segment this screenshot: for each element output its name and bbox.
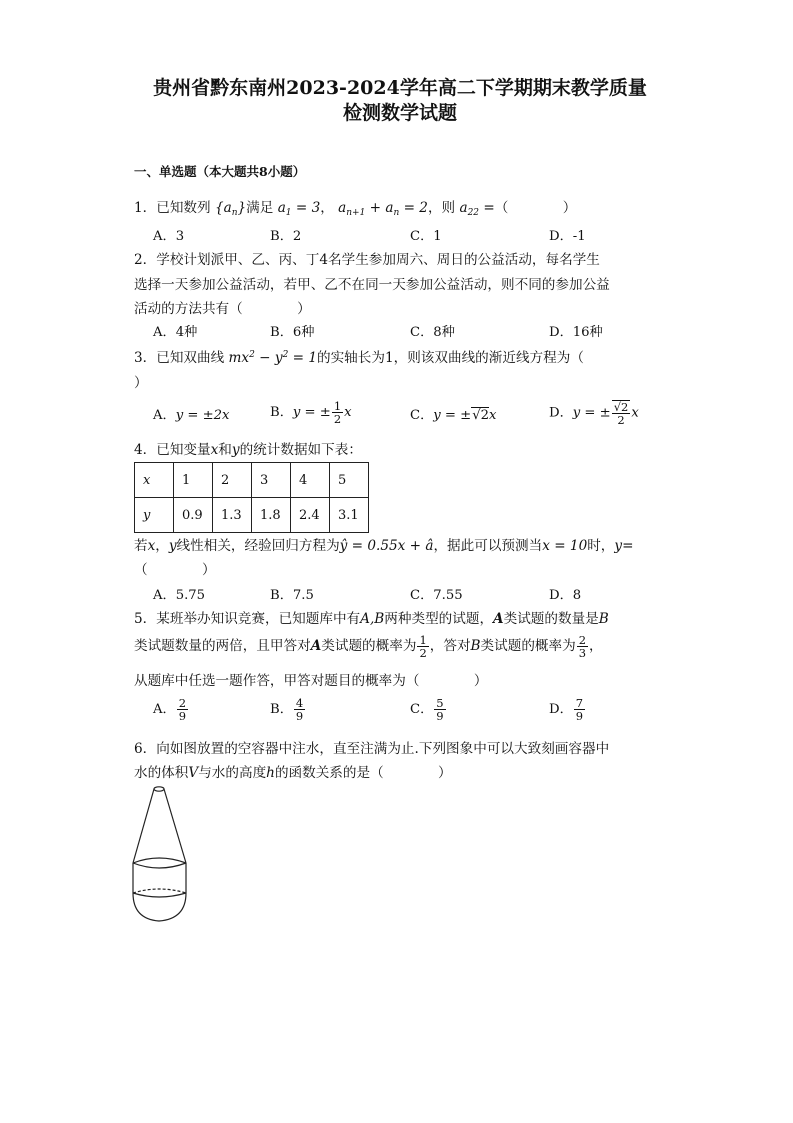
option-a[interactable]: A．5.75 bbox=[153, 588, 206, 603]
option-b[interactable]: B．7.5 bbox=[270, 588, 314, 603]
question-2: 2．学校计划派甲、乙、丙、丁4名学生参加周六、周日的公益活动，每名学生 bbox=[134, 252, 600, 268]
option-a[interactable]: A．y = ±2x bbox=[153, 408, 230, 423]
cone-tip-ellipse bbox=[154, 787, 164, 791]
question-5-line2: 类试题数量的两倍，且甲答对A类试题的概率为 $\frac{1}{2}$ ，答对B类试题的概率为 $\frac{2}{3}$ ， bbox=[134, 633, 603, 660]
option-d[interactable]: D．-1 bbox=[549, 229, 586, 244]
table-cell: 1.3 bbox=[213, 498, 252, 533]
table-cell: 4 bbox=[291, 463, 330, 498]
table-row bbox=[135, 463, 369, 498]
question-4-line2: （ ） bbox=[134, 562, 216, 578]
exam-title-line1: 贵州省黔东南州2023-2024学年高二下学期期末教学质量 bbox=[153, 77, 647, 99]
question-2-line2: 选择一天参加公益活动，若甲、乙不在同一天参加公益活动，则不同的参加公益 bbox=[134, 277, 610, 293]
container-figure bbox=[130, 783, 200, 928]
statistics-table bbox=[134, 462, 369, 533]
table-cell: 3 bbox=[252, 463, 291, 498]
option-d[interactable]: D．16种 bbox=[549, 325, 603, 340]
question-5-line3: 从题库中任选一题作答，甲答对题目的概率为（ ） bbox=[134, 673, 488, 689]
question-2-line3: 活动的方法共有（ ） bbox=[134, 301, 311, 317]
option-a[interactable]: A．4种 bbox=[153, 325, 198, 340]
question-3: 3．已知双曲线 $mx^2 - y^2 = 1$的实轴长为1，则该双曲线的渐近线方程为（ bbox=[134, 350, 584, 366]
question-4-condition: 若x，y线性相关，经验回归方程为ŷ = 0.55x + â，据此可以预测当x = 10时，y= bbox=[134, 538, 634, 554]
table-cell: 5 bbox=[330, 463, 369, 498]
table-cell: 3.1 bbox=[330, 498, 369, 533]
cone-left-edge bbox=[133, 789, 154, 863]
exam-title-line2: 检测数学试题 bbox=[342, 102, 457, 124]
question-4: 4．已知变量x和y的统计数据如下表： bbox=[134, 442, 362, 458]
option-d[interactable]: D． $\frac{7}{9}$ bbox=[549, 696, 584, 723]
option-c[interactable]: C． $\frac{5}{9}$ bbox=[410, 696, 444, 723]
table-cell: 1.8 bbox=[252, 498, 291, 533]
option-a[interactable]: A．3 bbox=[153, 229, 185, 244]
question-6-line2: 水的体积V与水的高度h的函数关系的是（ ） bbox=[134, 765, 452, 781]
cone-right-edge bbox=[164, 789, 186, 863]
question-6: 6．向如图放置的空容器中注水，直至注满为止.下列图象中可以大致刻画容器中 bbox=[134, 741, 610, 757]
option-c[interactable]: C．y = ±√2x bbox=[410, 408, 497, 423]
water-line-back bbox=[133, 889, 186, 893]
table-cell: x bbox=[135, 463, 174, 498]
option-b[interactable]: B．2 bbox=[270, 229, 302, 244]
option-c[interactable]: C．8种 bbox=[410, 325, 455, 340]
cone-base-back bbox=[133, 858, 186, 863]
option-b[interactable]: B．y = ± $\frac{1}{2}$ x bbox=[270, 399, 352, 426]
section-heading: 一、单选题（本大题共8小题） bbox=[134, 164, 306, 179]
option-d[interactable]: D．8 bbox=[549, 588, 582, 603]
table-cell: 2.4 bbox=[291, 498, 330, 533]
table-cell: 2 bbox=[213, 463, 252, 498]
water-line-front bbox=[133, 893, 186, 897]
option-c[interactable]: C．1 bbox=[410, 229, 442, 244]
question-5: 5．某班举办知识竞赛，已知题库中有A,B两种类型的试题，A类试题的数量是B bbox=[134, 611, 609, 627]
table-row bbox=[135, 498, 369, 533]
option-c[interactable]: C．7.55 bbox=[410, 588, 463, 603]
option-b[interactable]: B．6种 bbox=[270, 325, 315, 340]
option-d[interactable]: D．y = ± $\frac{√2}{2}$ x bbox=[549, 400, 639, 427]
question-1: 1．已知数列 $\{a_n\}$满足 $a_1 = 3$， $a_{n+1} + a_n = 2$，则 $a_{22}$ =（ ） bbox=[134, 200, 577, 218]
option-b[interactable]: B． $\frac{4}{9}$ bbox=[270, 696, 304, 723]
cone-base-front bbox=[133, 863, 186, 868]
table-cell: 1 bbox=[174, 463, 213, 498]
table-cell: y bbox=[135, 498, 174, 533]
question-3-line2: ） bbox=[134, 375, 148, 391]
table-cell: 0.9 bbox=[174, 498, 213, 533]
option-a[interactable]: A． $\frac{2}{9}$ bbox=[153, 696, 187, 723]
